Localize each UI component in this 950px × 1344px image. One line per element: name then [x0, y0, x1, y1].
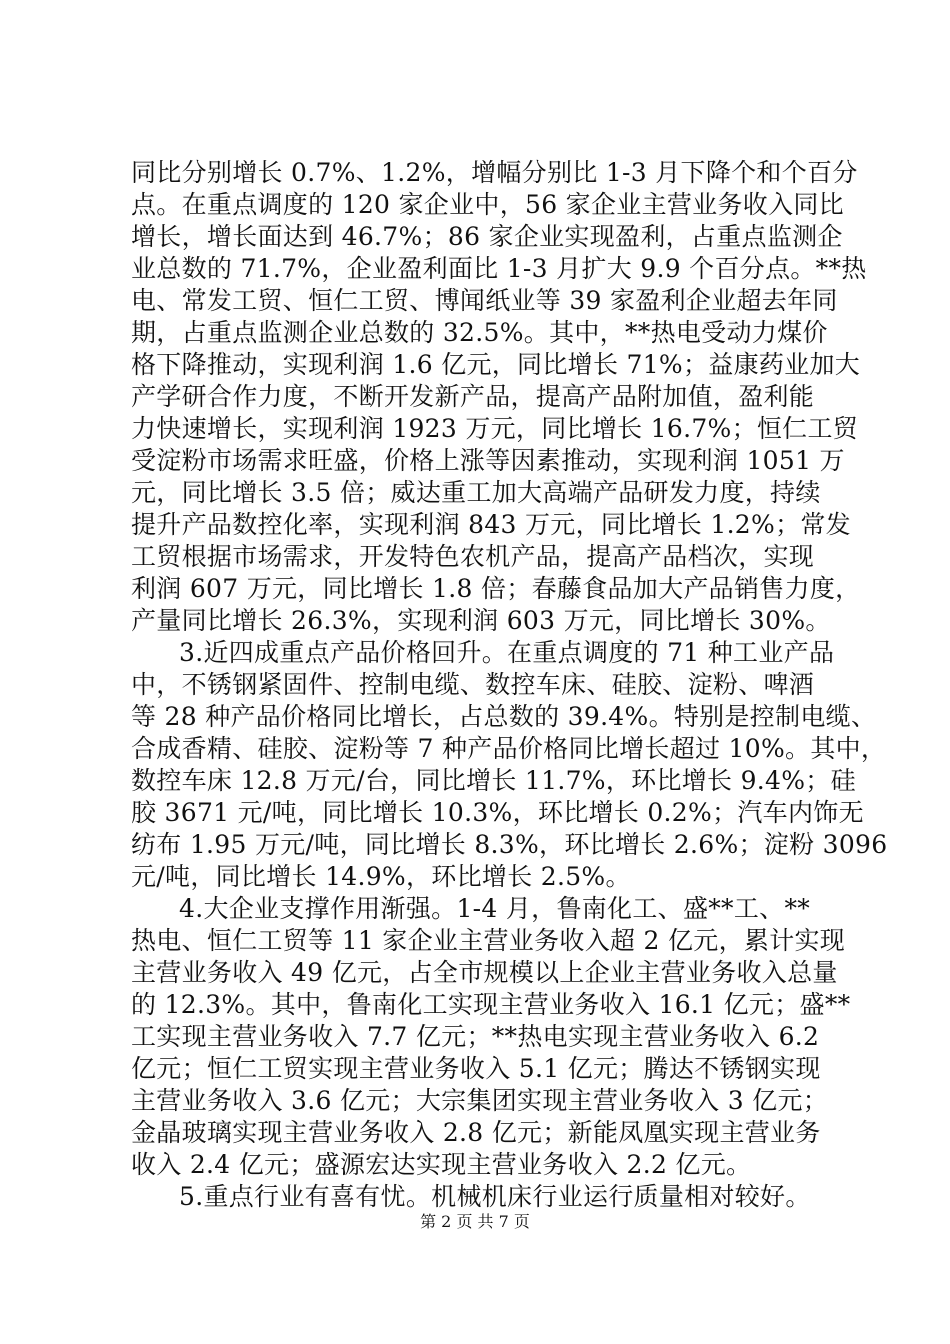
text-line: 热电、恒仁工贸等 11 家企业主营业务收入超 2 亿元，累计实现	[131, 926, 846, 955]
text-line: 受淀粉市场需求旺盛，价格上涨等因素推动，实现利润 1051 万	[131, 446, 845, 475]
text-line: 金晶玻璃实现主营业务收入 2.8 亿元；新能凤凰实现主营业务	[131, 1118, 821, 1147]
text-line: 增长，增长面达到 46.7%；86 家企业实现盈利，占重点监测企	[131, 222, 843, 251]
text-line: 亿元；恒仁工贸实现主营业务收入 5.1 亿元；腾达不锈钢实现	[131, 1054, 821, 1083]
text-line: 主营业务收入 49 亿元，占全市规模以上企业主营业务收入总量	[131, 958, 838, 987]
text-line: 同比分别增长 0.7%、1.2%，增幅分别比 1-3 月下降个和个百分	[131, 158, 858, 187]
text-line: 点。在重点调度的 120 家企业中，56 家企业主营业务收入同比	[131, 190, 844, 219]
text-line: 工实现主营业务收入 7.7 亿元；**热电实现主营业务收入 6.2	[131, 1022, 820, 1051]
text-line: 利润 607 万元，同比增长 1.8 倍；春藤食品加大产品销售力度，	[131, 574, 861, 603]
text-line: 等 28 种产品价格同比增长，占总数的 39.4%。特别是控制电缆、	[131, 702, 877, 731]
text-line: 产量同比增长 26.3%，实现利润 603 万元，同比增长 30%。	[131, 606, 831, 635]
text-line: 的 12.3%。其中，鲁南化工实现主营业务收入 16.1 亿元；盛**	[131, 990, 851, 1019]
text-line: 合成香精、硅胶、淀粉等 7 种产品价格同比增长超过 10%。其中，	[131, 734, 887, 763]
text-line: 产学研合作力度，不断开发新产品，提高产品附加值，盈利能	[131, 382, 815, 411]
text-line: 元/吨，同比增长 14.9%，环比增长 2.5%。	[131, 862, 631, 891]
text-line: 纺布 1.95 万元/吨，同比增长 8.3%，环比增长 2.6%；淀粉 3096	[131, 830, 888, 859]
text-line: 5.重点行业有喜有忧。机械机床行业运行质量相对较好。	[179, 1182, 811, 1211]
text-line: 3.近四成重点产品价格回升。在重点调度的 71 种工业产品	[179, 638, 835, 667]
text-line: 工贸根据市场需求，开发特色农机产品，提高产品档次，实现	[131, 542, 815, 571]
text-line: 收入 2.4 亿元；盛源宏达实现主营业务收入 2.2 亿元。	[131, 1150, 752, 1179]
text-line: 元，同比增长 3.5 倍；威达重工加大高端产品研发力度，持续	[131, 478, 821, 507]
text-line: 期，占重点监测企业总数的 32.5%。其中，**热电受动力煤价	[131, 318, 828, 347]
text-line: 格下降推动，实现利润 1.6 亿元，同比增长 71%；益康药业加大	[131, 350, 861, 379]
text-line: 4.大企业支撑作用渐强。1-4 月，鲁南化工、盛**工、**	[179, 894, 811, 923]
text-line: 数控车床 12.8 万元/台，同比增长 11.7%，环比增长 9.4%；硅	[131, 766, 856, 795]
text-line: 胶 3671 元/吨，同比增长 10.3%，环比增长 0.2%；汽车内饰无	[131, 798, 864, 827]
text-line: 主营业务收入 3.6 亿元；大宗集团实现主营业务收入 3 亿元；	[131, 1086, 829, 1115]
text-line: 提升产品数控化率，实现利润 843 万元，同比增长 1.2%；常发	[131, 510, 851, 539]
document-body	[131, 157, 888, 1213]
text-line: 业总数的 71.7%，企业盈利面比 1-3 月扩大 9.9 个百分点。**热	[131, 254, 867, 283]
text-line: 中，不锈钢紧固件、控制电缆、数控车床、硅胶、淀粉、啤酒	[131, 670, 815, 699]
page-footer: 第 2 页 共 7 页	[420, 1212, 530, 1231]
text-line: 力快速增长，实现利润 1923 万元，同比增长 16.7%；恒仁工贸	[131, 414, 859, 443]
text-line: 电、常发工贸、恒仁工贸、博闻纸业等 39 家盈利企业超去年同	[131, 286, 838, 315]
